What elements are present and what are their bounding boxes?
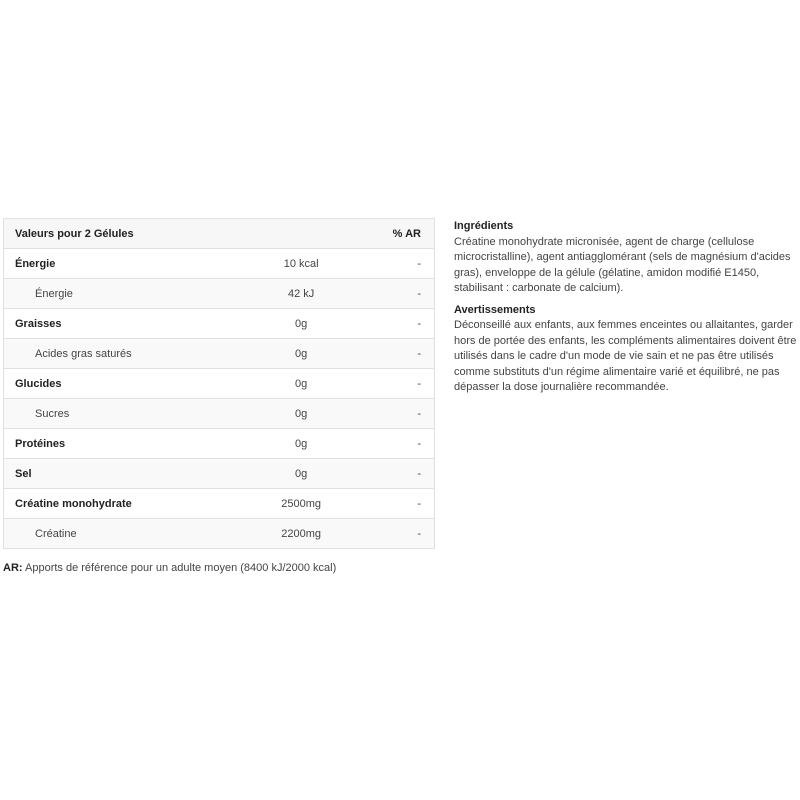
nutrient-ar: - [348,249,435,279]
nutrient-value: 0g [254,459,347,489]
nutrient-name: Créatine [4,519,255,549]
table-row [4,369,435,399]
nutrient-name: Glucides [4,369,255,399]
nutrient-name: Protéines [4,429,255,459]
table-row [4,489,435,519]
nutrition-table [3,218,435,549]
header-ar: % AR [348,219,435,249]
ar-footnote-text: Apports de référence pour un adulte moyen (8400 kJ/2000 kcal) [22,562,337,574]
nutrient-ar: - [348,489,435,519]
nutrient-name: Énergie [4,279,255,309]
nutrient-value: 0g [254,309,347,339]
nutrient-ar: - [348,399,435,429]
nutrient-value: 0g [254,399,347,429]
warnings-text: Déconseillé aux enfants, aux femmes enceintes ou allaitantes, garder hors de portée des enfants, les compléments alimentaires doivent être utilisés dans le cadre d'un mode de vie sain et ne pas être utilisés comme substituts d'un régime alimentaire varié et équilibré, ne pas dépasser la dose journalière recommandée. [454,319,797,393]
nutrient-ar: - [348,519,435,549]
nutrient-name: Acides gras saturés [4,339,255,369]
nutrient-name: Créatine monohydrate [4,489,255,519]
nutrient-name: Graisses [4,309,255,339]
table-row [4,429,435,459]
header-value [254,219,347,249]
table-row [4,249,435,279]
ar-abbreviation: AR: [3,562,23,574]
nutrient-ar: - [348,309,435,339]
table-row [4,459,435,489]
nutrient-value: 10 kcal [254,249,347,279]
warnings-section [454,303,797,396]
table-row [4,519,435,549]
table-row [4,339,435,369]
nutrient-name: Énergie [4,249,255,279]
nutrient-name: Sucres [4,399,255,429]
nutrient-value: 2500mg [254,489,347,519]
product-info-column [454,219,797,402]
ingredients-text: Créatine monohydrate micronisée, agent de charge (cellulose microcristalline), agent antiagglomérant (sels de magnésium d'acides gras), enveloppe de la gélule (gélatine, amidon modifié E1450, stabilisant : carbonate de calcium). [454,235,791,294]
header-row [4,219,435,249]
nutrient-value: 0g [254,369,347,399]
nutrient-value: 0g [254,429,347,459]
nutrient-ar: - [348,429,435,459]
nutrition-table-body [4,249,435,549]
nutrient-ar: - [348,369,435,399]
nutrition-table-header [4,219,435,249]
table-row [4,399,435,429]
warnings-heading: Avertissements [454,303,536,316]
ingredients-heading: Ingrédients [454,220,514,232]
nutrient-value: 0g [254,339,347,369]
ingredients-section [454,219,797,297]
nutrient-value: 42 kJ [254,279,347,309]
ar-footnote [3,562,336,574]
header-label: Valeurs pour 2 Gélules [4,219,255,249]
nutrient-ar: - [348,459,435,489]
table-row [4,309,435,339]
nutrient-ar: - [348,279,435,309]
nutrient-name: Sel [4,459,255,489]
table-row [4,279,435,309]
nutrient-ar: - [348,339,435,369]
nutrient-value: 2200mg [254,519,347,549]
